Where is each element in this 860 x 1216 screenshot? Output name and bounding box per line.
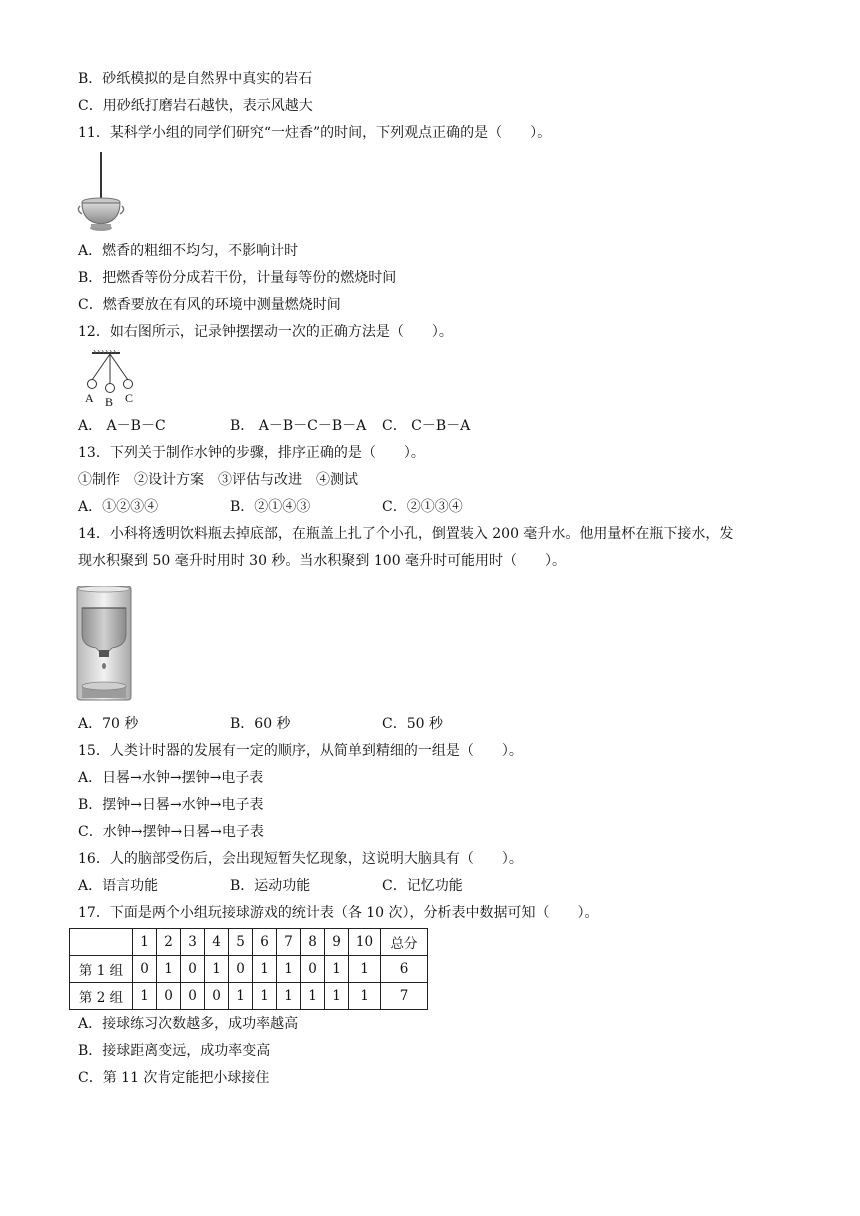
- q16-option-b: B．运动功能: [230, 878, 311, 894]
- table-row: [70, 983, 428, 1010]
- q11-option-b: B．把燃香等份分成若干份，计量每等份的燃烧时间: [78, 270, 397, 286]
- table-cell: 1: [349, 983, 381, 1010]
- q16-option-a: A．语言功能: [78, 878, 159, 894]
- table-cell: 1: [325, 983, 349, 1010]
- table-cell: 1: [133, 929, 157, 956]
- water-bottle-figure: [76, 586, 132, 708]
- table-cell: 1: [229, 983, 253, 1010]
- q12-stem: 12．如右图所示，记录钟摆摆动一次的正确方法是（ ）。: [78, 324, 453, 340]
- table-cell: 7: [277, 929, 301, 956]
- table-total-cell: 总分: [381, 929, 428, 956]
- table-cell: 1: [253, 983, 277, 1010]
- table-cell: 0: [301, 956, 325, 983]
- q13-option-c: C．②①③④: [382, 499, 463, 515]
- q15-stem: 15．人类计时器的发展有一定的顺序，从简单到精细的一组是（ ）。: [78, 743, 523, 759]
- q15-option-c: C．水钟→摆钟→日晷→电子表: [78, 824, 264, 840]
- q12-option-b: B． A－B－C－B－A: [230, 418, 367, 434]
- q14-option-b: B．60 秒: [230, 716, 291, 732]
- q14-stem-line-1: 14．小科将透明饮料瓶去掉底部，在瓶盖上扎了个小孔，倒置装入 200 毫升水。他用量杯在瓶下接水，发: [78, 526, 734, 542]
- q13-option-b: B．②①④③: [230, 499, 311, 515]
- q13-steps: ①制作 ②设计方案 ③评估与改进 ④测试: [78, 472, 358, 488]
- q15-option-b: B．摆钟→日晷→水钟→电子表: [78, 797, 264, 813]
- q12-option-a: A． A－B－C: [78, 418, 166, 434]
- table-row-label-cell: [70, 929, 133, 956]
- table-cell: 5: [229, 929, 253, 956]
- pendulum-label-b: B: [105, 395, 114, 408]
- table-row-label-cell: 第 2 组: [70, 983, 133, 1010]
- pendulum-label-c: C: [125, 391, 134, 405]
- table-cell: 0: [133, 956, 157, 983]
- q17-option-a: A．接球练习次数越多，成功率越高: [78, 1016, 299, 1032]
- q14-stem-line-2: 现水积聚到 50 毫升时用时 30 秒。当水积聚到 100 毫升时可能用时（ ）。: [78, 553, 567, 569]
- table-cell: 9: [325, 929, 349, 956]
- q13-option-a: A．①②③④: [78, 499, 159, 515]
- table-cell: 1: [205, 956, 229, 983]
- table-row: [70, 956, 428, 983]
- q14-option-a: A．70 秒: [78, 716, 139, 732]
- table-cell: 0: [157, 983, 181, 1010]
- table-cell: 0: [181, 956, 205, 983]
- q10-option-c: C．用砂纸打磨岩石越快，表示风越大: [78, 98, 313, 114]
- table-row-label-cell: 第 1 组: [70, 956, 133, 983]
- table-total-cell: 7: [381, 983, 428, 1010]
- q17-stem: 17．下面是两个小组玩接球游戏的统计表（各 10 次），分析表中数据可知（ ）。: [78, 905, 599, 921]
- q13-stem: 13．下列关于制作水钟的步骤，排序正确的是（ ）。: [78, 445, 425, 461]
- table-cell: 1: [277, 956, 301, 983]
- q11-stem: 11．某科学小组的同学们研究“一炷香”的时间，下列观点正确的是（ ）。: [78, 125, 552, 141]
- table-cell: 1: [277, 983, 301, 1010]
- q14-option-c: C．50 秒: [382, 716, 443, 732]
- incense-burner-figure: [76, 152, 126, 238]
- table-cell: 1: [157, 956, 181, 983]
- q11-option-c: C．燃香要放在有风的环境中测量燃烧时间: [78, 297, 341, 313]
- table-cell: 1: [325, 956, 349, 983]
- table-cell: 0: [229, 956, 253, 983]
- q16-stem: 16．人的脑部受伤后，会出现短暂失忆现象，这说明大脑具有（ ）。: [78, 851, 523, 867]
- q16-option-c: C．记忆功能: [382, 878, 463, 894]
- table-cell: 8: [301, 929, 325, 956]
- table-cell: 0: [181, 983, 205, 1010]
- table-cell: 1: [253, 956, 277, 983]
- table-cell: 0: [205, 983, 229, 1010]
- table-cell: 4: [205, 929, 229, 956]
- pendulum-figure: [78, 350, 144, 412]
- q17-option-c: C．第 11 次肯定能把小球接住: [78, 1070, 270, 1086]
- table-cell: 10: [349, 929, 381, 956]
- table-cell: 2: [157, 929, 181, 956]
- catch-game-score-table: [69, 928, 428, 1010]
- q10-option-b: B．砂纸模拟的是自然界中真实的岩石: [78, 71, 313, 87]
- q11-option-a: A．燃香的粗细不均匀，不影响计时: [78, 243, 299, 259]
- q12-option-c: C． C－B－A: [382, 418, 471, 434]
- q15-option-a: A．日晷→水钟→摆钟→电子表: [78, 770, 264, 786]
- table-cell: 1: [133, 983, 157, 1010]
- table-header-row: [70, 929, 428, 956]
- table-cell: 1: [301, 983, 325, 1010]
- table-total-cell: 6: [381, 956, 428, 983]
- table-cell: 6: [253, 929, 277, 956]
- q17-option-b: B．接球距离变远，成功率变高: [78, 1043, 271, 1059]
- table-cell: 3: [181, 929, 205, 956]
- pendulum-label-a: A: [85, 391, 94, 405]
- table-cell: 1: [349, 956, 381, 983]
